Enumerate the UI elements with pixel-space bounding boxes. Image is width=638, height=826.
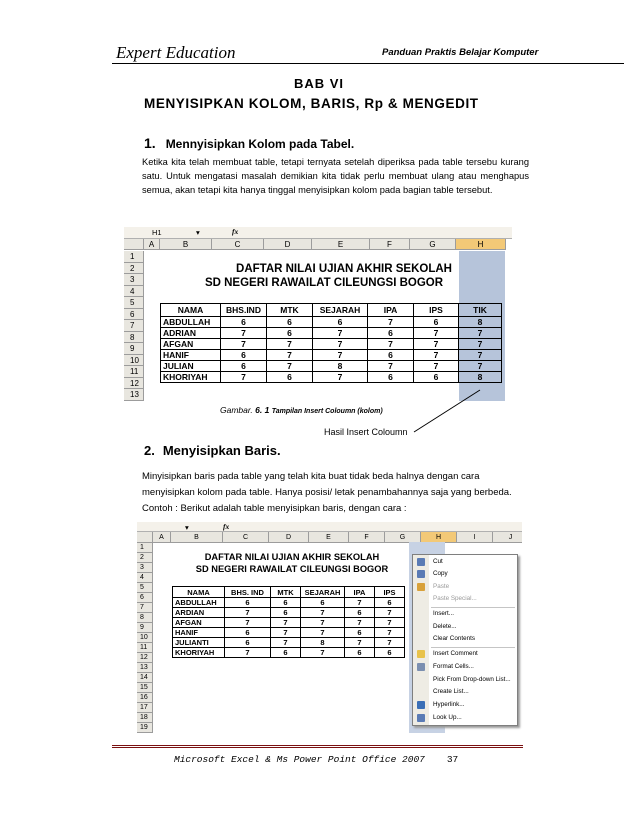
row-header[interactable]: 11 [124, 366, 144, 378]
table-cell: 7 [459, 350, 502, 361]
table-cell: 7 [459, 339, 502, 350]
row-header[interactable]: 10 [124, 355, 144, 367]
table-cell: 6 [271, 608, 301, 618]
sheet1-title-1: DAFTAR NILAI UJIAN AKHIR SEKOLAH [236, 263, 452, 275]
look-up-icon [417, 714, 425, 722]
table-cell: 6 [345, 628, 375, 638]
row-header[interactable]: 18 [137, 713, 153, 723]
table-cell: 6 [375, 648, 405, 658]
table-cell: 7 [271, 638, 301, 648]
table-cell: 7 [375, 638, 405, 648]
table-cell: 6 [221, 361, 267, 372]
table-cell: 7 [414, 361, 459, 372]
table-cell: 6 [301, 598, 345, 608]
table-row [173, 628, 405, 638]
table-cell: 7 [313, 350, 368, 361]
header-cell: SEJARAH [301, 587, 345, 598]
row-header[interactable]: 5 [124, 297, 144, 309]
row-header[interactable]: 3 [137, 563, 153, 573]
column-header[interactable]: G [385, 532, 421, 543]
row-header[interactable]: 6 [137, 593, 153, 603]
table-cell: JULIANTI [173, 638, 225, 648]
header-cell: MTK [267, 304, 313, 317]
paragraph-line: Contoh : Berikut adalah table menyisipkan baris, dengan cara : [142, 503, 407, 514]
table-cell: ABDULLAH [173, 598, 225, 608]
menu-item-hyperlink[interactable]: Hyperlink... [433, 701, 465, 708]
copy-icon [417, 570, 425, 578]
table-cell: 7 [313, 372, 368, 383]
row-header[interactable]: 5 [137, 583, 153, 593]
column-header[interactable]: J [493, 532, 522, 543]
table-cell: 7 [267, 361, 313, 372]
row-header[interactable]: 4 [124, 286, 144, 298]
table-cell: 6 [368, 350, 414, 361]
row-header[interactable]: 3 [124, 274, 144, 286]
table-cell: 7 [368, 361, 414, 372]
table-cell: 7 [345, 638, 375, 648]
row-header[interactable]: 13 [137, 663, 153, 673]
table-cell: KHORIYAH [173, 648, 225, 658]
menu-item-create-list[interactable]: Create List... [433, 688, 469, 695]
row-header[interactable]: 11 [137, 643, 153, 653]
formula-bar-2 [137, 522, 522, 532]
column-header[interactable]: G [410, 239, 456, 250]
chapter-title: BAB VI [293, 76, 345, 91]
hyperlink-icon [417, 701, 425, 709]
score-table-1 [160, 303, 502, 383]
paragraph-line: Minyisipkan baris pada table yang telah kita buat tidak beda halnya dengan cara [142, 471, 480, 482]
select-all-corner[interactable] [124, 239, 144, 250]
table-cell: 7 [313, 328, 368, 339]
menu-item-delete[interactable]: Delete... [433, 623, 457, 630]
header-cell: IPS [375, 587, 405, 598]
section-2-text: Menyisipkan Baris. [162, 443, 281, 458]
table-cell: JULIAN [161, 361, 221, 372]
column-header[interactable]: A [144, 239, 160, 250]
menu-separator [431, 647, 515, 648]
row-header[interactable]: 7 [124, 320, 144, 332]
table-cell: 6 [225, 628, 271, 638]
table-cell: 7 [414, 350, 459, 361]
table-cell: 7 [459, 361, 502, 372]
header-right: Panduan Praktis Belajar Komputer [382, 47, 539, 58]
table-cell: 6 [368, 372, 414, 383]
score-table-2 [172, 586, 405, 658]
footer-text: Microsoft Excel & Ms Power Point Office 2007 [174, 754, 425, 765]
table-cell: 7 [221, 339, 267, 350]
table-row [161, 350, 502, 361]
menu-item-look-up[interactable]: Look Up... [433, 714, 462, 721]
column-header[interactable]: F [370, 239, 410, 250]
row-header[interactable]: 8 [124, 332, 144, 344]
row-header[interactable]: 13 [124, 389, 144, 401]
row-header[interactable]: 1 [137, 543, 153, 553]
header-cell: TIK [459, 304, 502, 317]
table-cell: 6 [368, 328, 414, 339]
row-header[interactable]: 2 [137, 553, 153, 563]
row-header[interactable]: 6 [124, 309, 144, 321]
section-1-text: Mennyisipkan Kolom pada Tabel. [165, 137, 355, 151]
table-cell: 7 [225, 608, 271, 618]
footer-rule [112, 745, 523, 748]
table-row [173, 648, 405, 658]
table-cell: 6 [271, 648, 301, 658]
section-2-heading [144, 443, 281, 458]
table-cell: 7 [221, 328, 267, 339]
table-cell: 7 [225, 618, 271, 628]
table-header-row [161, 304, 502, 317]
row-header[interactable]: 7 [137, 603, 153, 613]
callout-label: Hasil Insert Coloumn [324, 427, 408, 437]
name-box-dropdown-icon[interactable]: ▾ [196, 228, 200, 237]
table-cell: 7 [267, 350, 313, 361]
table-cell: 7 [301, 608, 345, 618]
column-header[interactable]: H [456, 239, 506, 250]
format-cells-icon [417, 663, 425, 671]
table-cell: ADRIAN [161, 328, 221, 339]
table-cell: 6 [271, 598, 301, 608]
table-cell: 7 [375, 618, 405, 628]
table-cell: 8 [313, 361, 368, 372]
table-cell: 7 [368, 317, 414, 328]
table-cell: 6 [221, 317, 267, 328]
table-row [161, 317, 502, 328]
menu-separator [431, 607, 515, 608]
menu-item-pick-from-list[interactable]: Pick From Drop-down List... [433, 676, 511, 683]
footer [174, 754, 458, 765]
table-cell: HANIF [173, 628, 225, 638]
main-title: MENYISIPKAN KOLOM, BARIS, Rp & MENGEDIT [144, 96, 479, 111]
paragraph-line: menyisipkan kolom pada table. Hanya posisi/ letak penambahannya saja yang berbeda. [142, 487, 512, 498]
name-box[interactable]: H1 [152, 228, 162, 237]
header-cell: IPS [414, 304, 459, 317]
insert-comment-icon [417, 650, 425, 658]
table-cell: AFGAN [173, 618, 225, 628]
table-cell: 6 [225, 598, 271, 608]
table-cell: 8 [459, 372, 502, 383]
table-cell: 6 [225, 638, 271, 648]
table-cell: 7 [414, 328, 459, 339]
table-cell: 6 [267, 328, 313, 339]
table-cell: 7 [267, 339, 313, 350]
row-header[interactable]: 12 [124, 378, 144, 390]
table-row [173, 638, 405, 648]
fx-icon: fx [223, 522, 230, 531]
table-cell: AFGAN [161, 339, 221, 350]
menu-item-cut[interactable]: Cut [433, 558, 443, 565]
caption-number: 6. 1 [255, 405, 270, 415]
row-header[interactable]: 1 [124, 251, 144, 263]
row-header[interactable]: 8 [137, 613, 153, 623]
fx-icon: fx [232, 227, 239, 236]
table-cell: 7 [345, 598, 375, 608]
table-row [173, 618, 405, 628]
table-cell: 7 [271, 618, 301, 628]
table-cell: 6 [345, 608, 375, 618]
column-header[interactable]: H [421, 532, 457, 543]
figure-caption [220, 405, 383, 415]
header-rule [112, 63, 624, 64]
formula-bar [124, 227, 512, 239]
column-header[interactable]: C [223, 532, 269, 543]
table-header-row [173, 587, 405, 598]
table-cell: 7 [459, 328, 502, 339]
table-cell: 7 [368, 339, 414, 350]
table-row [161, 339, 502, 350]
caption-text: Tampilan Insert Coloumn (kolom) [271, 408, 383, 415]
header-cell: IPA [368, 304, 414, 317]
table-cell: HANIF [161, 350, 221, 361]
caption-prefix: Gambar. [220, 405, 253, 415]
column-header[interactable]: A [153, 532, 171, 543]
section-2-number: 2. [144, 443, 155, 458]
row-header[interactable]: 12 [137, 653, 153, 663]
column-header[interactable]: B [171, 532, 223, 543]
menu-item-clear-contents[interactable]: Clear Contents [433, 635, 475, 642]
paste-icon [417, 583, 425, 591]
name-box-dropdown-icon[interactable]: ▾ [185, 523, 189, 532]
table-cell: 7 [414, 339, 459, 350]
row-header[interactable]: 9 [137, 623, 153, 633]
row-header[interactable]: 19 [137, 723, 153, 733]
menu-item-insert-comment[interactable]: Insert Comment [433, 650, 478, 657]
cut-icon [417, 558, 425, 566]
header-cell: NAMA [161, 304, 221, 317]
table-cell: ABDULLAH [161, 317, 221, 328]
header-cell: NAMA [173, 587, 225, 598]
table-cell: ARDIAN [173, 608, 225, 618]
header-cell: SEJARAH [313, 304, 368, 317]
table-cell: 6 [414, 372, 459, 383]
header-cell: MTK [271, 587, 301, 598]
table-cell: 7 [375, 628, 405, 638]
table-cell: 7 [221, 372, 267, 383]
table-cell: 6 [375, 598, 405, 608]
table-cell: 6 [313, 317, 368, 328]
column-header[interactable]: I [457, 532, 493, 543]
table-cell: 6 [221, 350, 267, 361]
menu-item-copy[interactable]: Copy [433, 570, 448, 577]
sheet1-title-2: SD NEGERI RAWAILAT CILEUNGSI BOGOR [204, 277, 444, 289]
table-cell: 7 [301, 648, 345, 658]
row-header[interactable]: 17 [137, 703, 153, 713]
column-header[interactable]: C [212, 239, 264, 250]
section-1-number: 1. [144, 135, 156, 151]
table-row [173, 608, 405, 618]
row-header[interactable]: 15 [137, 683, 153, 693]
column-header[interactable]: E [312, 239, 370, 250]
context-menu [412, 554, 518, 726]
context-menu-gutter [413, 555, 429, 725]
header-cell: IPA [345, 587, 375, 598]
menu-item-insert[interactable]: Insert... [433, 610, 454, 617]
select-all-corner[interactable] [137, 532, 153, 543]
table-cell: KHORIYAH [161, 372, 221, 383]
sheet2-title-2: SD NEGERI RAWAILAT CILEUNGSI BOGOR [195, 564, 389, 574]
row-header[interactable]: 10 [137, 633, 153, 643]
row-header[interactable]: 16 [137, 693, 153, 703]
page-number: 37 [446, 754, 459, 765]
table-cell: 7 [301, 628, 345, 638]
row-header[interactable]: 4 [137, 573, 153, 583]
table-cell: 6 [267, 317, 313, 328]
table-cell: 8 [301, 638, 345, 648]
table-cell: 7 [375, 608, 405, 618]
column-header[interactable]: B [160, 239, 212, 250]
table-cell: 7 [271, 628, 301, 638]
table-row [173, 598, 405, 608]
row-header[interactable]: 9 [124, 343, 144, 355]
row-header[interactable]: 14 [137, 673, 153, 683]
table-row [161, 361, 502, 372]
table-row [161, 328, 502, 339]
spreadsheet-insert-column [124, 227, 512, 401]
table-cell: 7 [225, 648, 271, 658]
column-header[interactable]: E [309, 532, 349, 543]
menu-item-format-cells[interactable]: Format Cells... [433, 663, 474, 670]
table-cell: 6 [345, 648, 375, 658]
header-cell: BHS. IND [225, 587, 271, 598]
table-cell: 7 [345, 618, 375, 628]
section-1-paragraph: Ketika kita telah membuat table, tetapi ternyata setelah diperiksa pada table tersebu kurang satu. Untuk mengatasi masalah demikian kita tidak perlu membuat ulang atau menghapus semua, akan tetapi kita hanya tinggal menyisipkan kolom pada bagian table tersebut. [142, 157, 529, 195]
row-header[interactable]: 2 [124, 263, 144, 275]
table-cell: 6 [267, 372, 313, 383]
menu-item-paste[interactable]: Paste [433, 583, 450, 590]
column-header[interactable]: D [264, 239, 312, 250]
table-cell: 7 [301, 618, 345, 628]
header-left: Expert Education [116, 43, 236, 62]
section-2-paragraph [142, 469, 542, 517]
table-cell: 7 [313, 339, 368, 350]
table-cell: 8 [459, 317, 502, 328]
table-row [161, 372, 502, 383]
menu-item-paste-special[interactable]: Paste Special... [433, 595, 477, 602]
column-header[interactable]: D [269, 532, 309, 543]
table-cell: 6 [414, 317, 459, 328]
sheet2-title-1: DAFTAR NILAI UJIAN AKHIR SEKOLAH [204, 552, 380, 562]
column-header[interactable]: F [349, 532, 385, 543]
section-1-heading [144, 135, 354, 151]
header-cell: BHS.IND [221, 304, 267, 317]
